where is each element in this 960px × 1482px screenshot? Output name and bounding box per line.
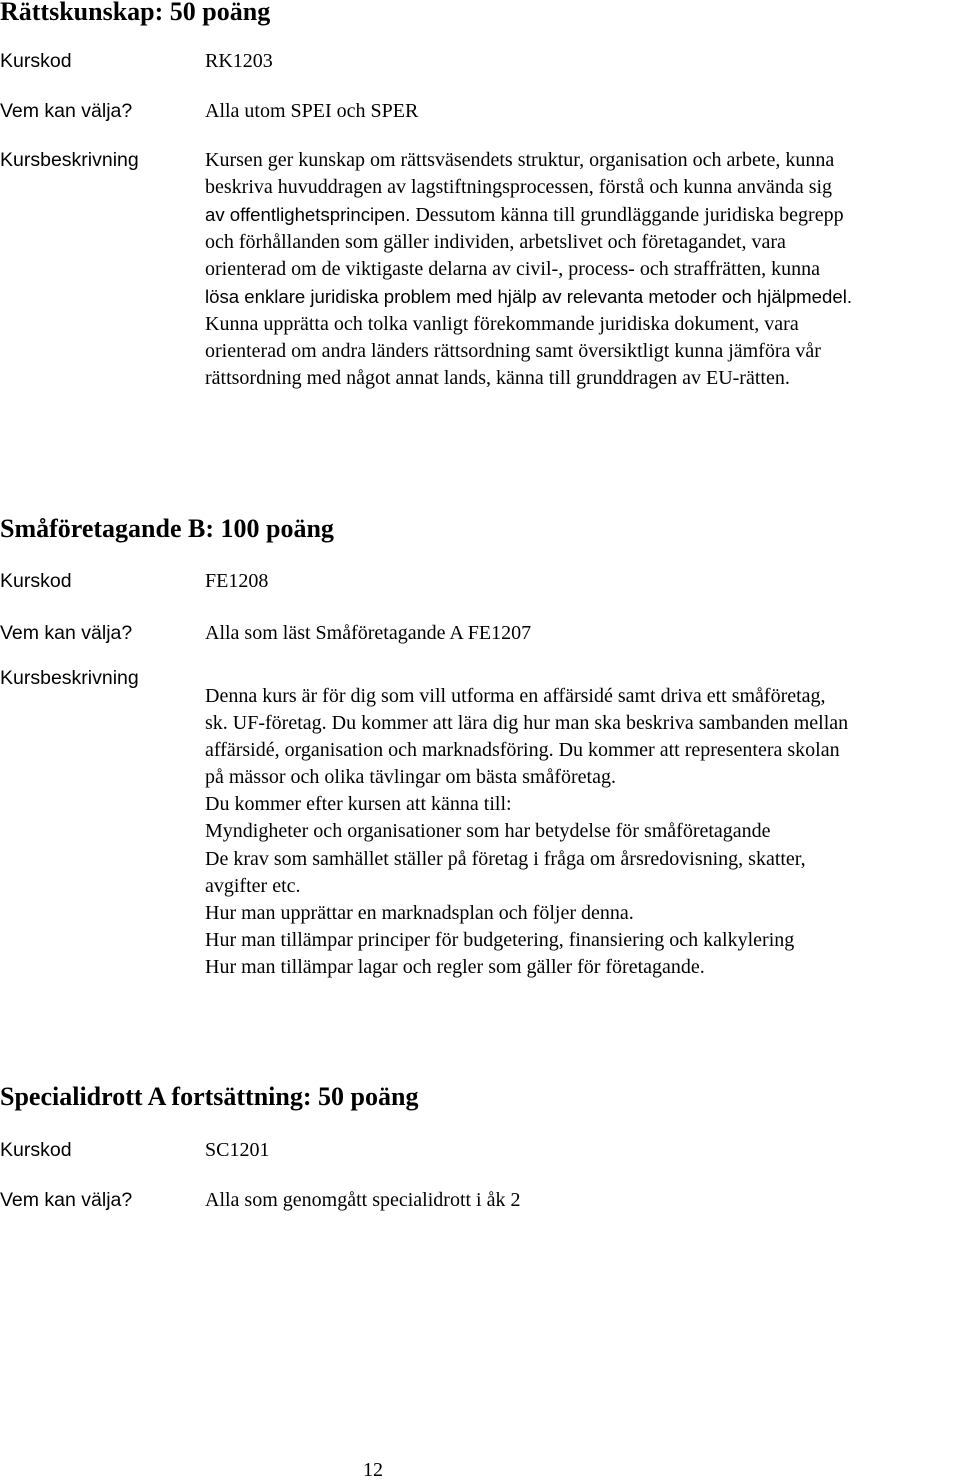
description-line: orienterad om de viktigaste delarna av civil-, process- och straffrätten, kunna [205, 258, 820, 281]
description-line: sk. UF-företag. Du kommer att lära dig hur man ska beskriva sambanden mellan [205, 712, 849, 735]
eligibility-label: Vem kan välja? [0, 622, 133, 644]
course-description [205, 683, 957, 981]
course-title: Småföretagande B: 100 poäng [0, 514, 334, 543]
course-code-value: SC1201 [205, 1139, 270, 1161]
description-line: Hur man tillämpar principer för budgetering, finansiering och kalkylering [205, 928, 795, 951]
description-line: orienterad om andra länders rättsordning samt översiktligt kunna jämföra vår [205, 339, 821, 362]
eligibility-value: Alla som genomgått specialidrott i åk 2 [205, 1189, 521, 1211]
description-line: De krav som samhället ställer på företag i fråga om årsredovisning, skatter, [205, 847, 806, 870]
description-line: Myndigheter och organisationer som har betydelse för småföretagande [205, 820, 771, 843]
eligibility-value: Alla som läst Småföretagande A FE1207 [205, 622, 532, 644]
description-line: Kunna upprätta och tolka vanligt förekommande juridiska dokument, vara [205, 312, 799, 335]
description-line [205, 201, 957, 229]
description-line: lösa enklare juridiska problem med hjälp av relevanta metoder och hjälpmedel. [205, 286, 852, 308]
eligibility-label: Vem kan välja? [0, 1189, 133, 1211]
description-fragment: Dessutom känna till grundläggande juridiska begrepp [410, 204, 844, 227]
course-title: Specialidrott A fortsättning: 50 poäng [0, 1082, 419, 1111]
description-label: Kursbeskrivning [0, 149, 139, 171]
description-line: på mässor och olika tävlingar om bästa småföretag. [205, 766, 616, 789]
description-line: Hur man upprättar en marknadsplan och följer denna. [205, 901, 634, 924]
description-line: och förhållanden som gäller individen, arbetslivet och företagandet, vara [205, 231, 786, 254]
description-line: Hur man tillämpar lagar och regler som gäller för företagande. [205, 955, 705, 978]
eligibility-label: Vem kan välja? [0, 100, 133, 122]
eligibility-value: Alla utom SPEI och SPER [205, 100, 419, 122]
description-line: Denna kurs är för dig som vill utforma en affärsidé samt driva ett småföretag, [205, 685, 826, 707]
course-code-label: Kurskod [0, 570, 72, 592]
course-code-value: FE1208 [205, 570, 269, 592]
course-description [205, 147, 957, 392]
description-line: rättsordning med något annat lands, känna till grunddragen av EU-rätten. [205, 366, 790, 389]
course-title: Rättskunskap: 50 poäng [0, 0, 271, 26]
page-number: 12 [363, 1459, 383, 1481]
description-line: affärsidé, organisation och marknadsföring. Du kommer att representera skolan [205, 739, 840, 762]
course-code-label: Kurskod [0, 1139, 72, 1161]
description-fragment: av offentlighetsprincipen. [205, 204, 411, 226]
description-line: Du kommer efter kursen att känna till: [205, 793, 512, 816]
description-line: avgifter etc. [205, 874, 301, 897]
description-label: Kursbeskrivning [0, 667, 139, 689]
course-code-value: RK1203 [205, 50, 273, 72]
description-line: Kursen ger kunskap om rättsväsendets struktur, organisation och arbete, kunna [205, 149, 835, 171]
description-line: beskriva huvuddragen av lagstiftningsprocessen, förstå och kunna använda sig [205, 176, 833, 199]
course-code-label: Kurskod [0, 50, 72, 72]
